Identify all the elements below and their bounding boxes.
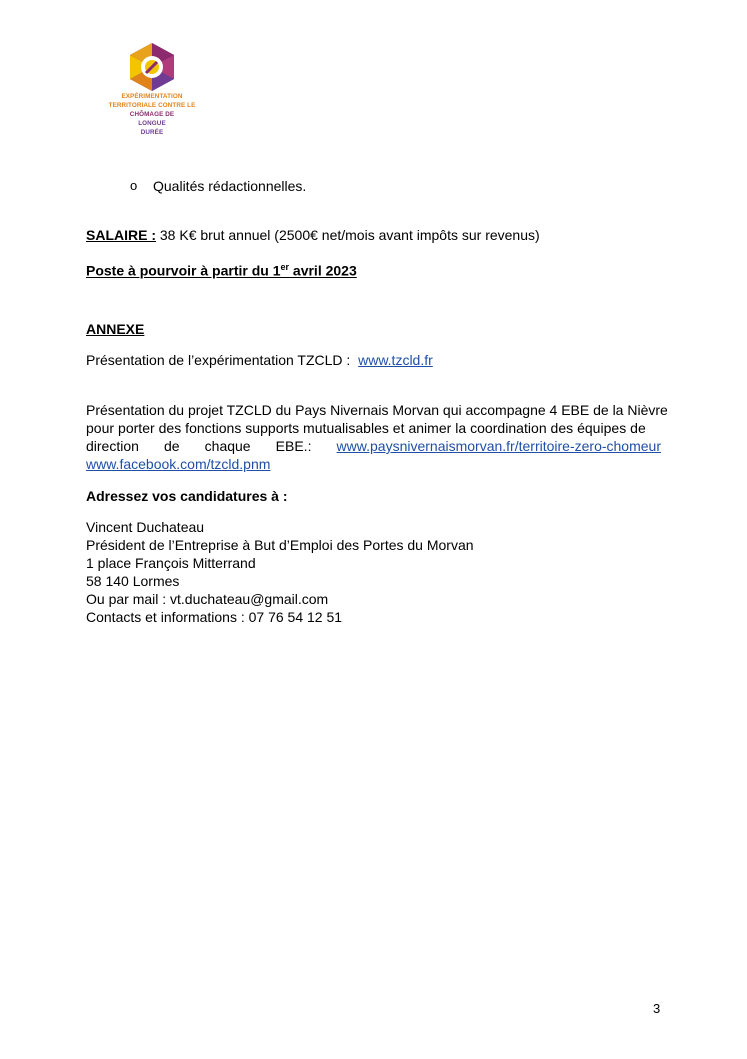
project-word-3: chaque: [204, 438, 251, 454]
project-word-2: de: [164, 438, 180, 454]
contact-role: Président de l’Entreprise à But d’Emploi des Portes du Morvan: [86, 537, 474, 553]
tzcld-link[interactable]: www.tzcld.fr: [358, 352, 433, 368]
logo-line-3: CHÔMAGE DE: [129, 111, 175, 118]
contact-email: Ou par mail : vt.duchateau@gmail.com: [86, 591, 329, 607]
bullet-text: Qualités rédactionnelles.: [153, 178, 307, 194]
contact-block: [86, 518, 661, 626]
hexagon-logo-icon: [126, 42, 178, 92]
logo-line-1: EXPÉRIMENTATION: [121, 93, 183, 100]
project-line-2: pour porter des fonctions supports mutualisables et animer la coordination des équipes de: [86, 420, 646, 436]
project-line-3: [86, 437, 661, 455]
salary-label: SALAIRE :: [86, 227, 156, 243]
project-line-1: Présentation du projet TZCLD du Pays Nivernais Morvan qui accompagne 4 EBE de la Nièvre: [86, 402, 668, 418]
page-number: 3: [653, 1001, 661, 1016]
logo-text: [98, 92, 206, 137]
bullet-marker: o: [130, 178, 138, 193]
post-superscript: er: [280, 262, 290, 272]
salary-text: 38 K€ brut annuel (2500€ net/mois avant impôts sur revenus): [156, 227, 540, 243]
contact-heading: Adressez vos candidatures à :: [86, 488, 288, 504]
presentation-line: [86, 351, 661, 369]
project-word-4: EBE.:: [275, 438, 312, 454]
annexe-heading: ANNEXE: [86, 321, 145, 337]
logo-line-2: TERRITORIALE CONTRE LE: [108, 102, 196, 109]
project-word-1: direction: [86, 438, 139, 454]
post-line: [86, 258, 661, 280]
post-text-before: Poste à pourvoir à partir du 1: [86, 262, 281, 279]
contact-address-2: 58 140 Lormes: [86, 573, 180, 589]
tzcld-logo: [98, 42, 206, 147]
salary-line: [86, 226, 661, 244]
pays-nivernais-link[interactable]: www.paysnivernaismorvan.fr/territoire-zero-chomeur: [336, 438, 661, 454]
contact-address-1: 1 place François Mitterrand: [86, 555, 256, 571]
contact-name: Vincent Duchateau: [86, 519, 205, 535]
logo-line-4: LONGUE: [138, 120, 166, 127]
facebook-link[interactable]: www.facebook.com/tzcld.pnm: [86, 456, 271, 472]
contact-phone: Contacts et informations : 07 76 54 12 51: [86, 609, 343, 625]
presentation-label: Présentation de l’expérimentation TZCLD :: [86, 352, 351, 368]
project-paragraph: [86, 401, 668, 473]
logo-line-5: DURÉE: [140, 129, 164, 136]
post-text-after: avril 2023: [289, 262, 357, 279]
